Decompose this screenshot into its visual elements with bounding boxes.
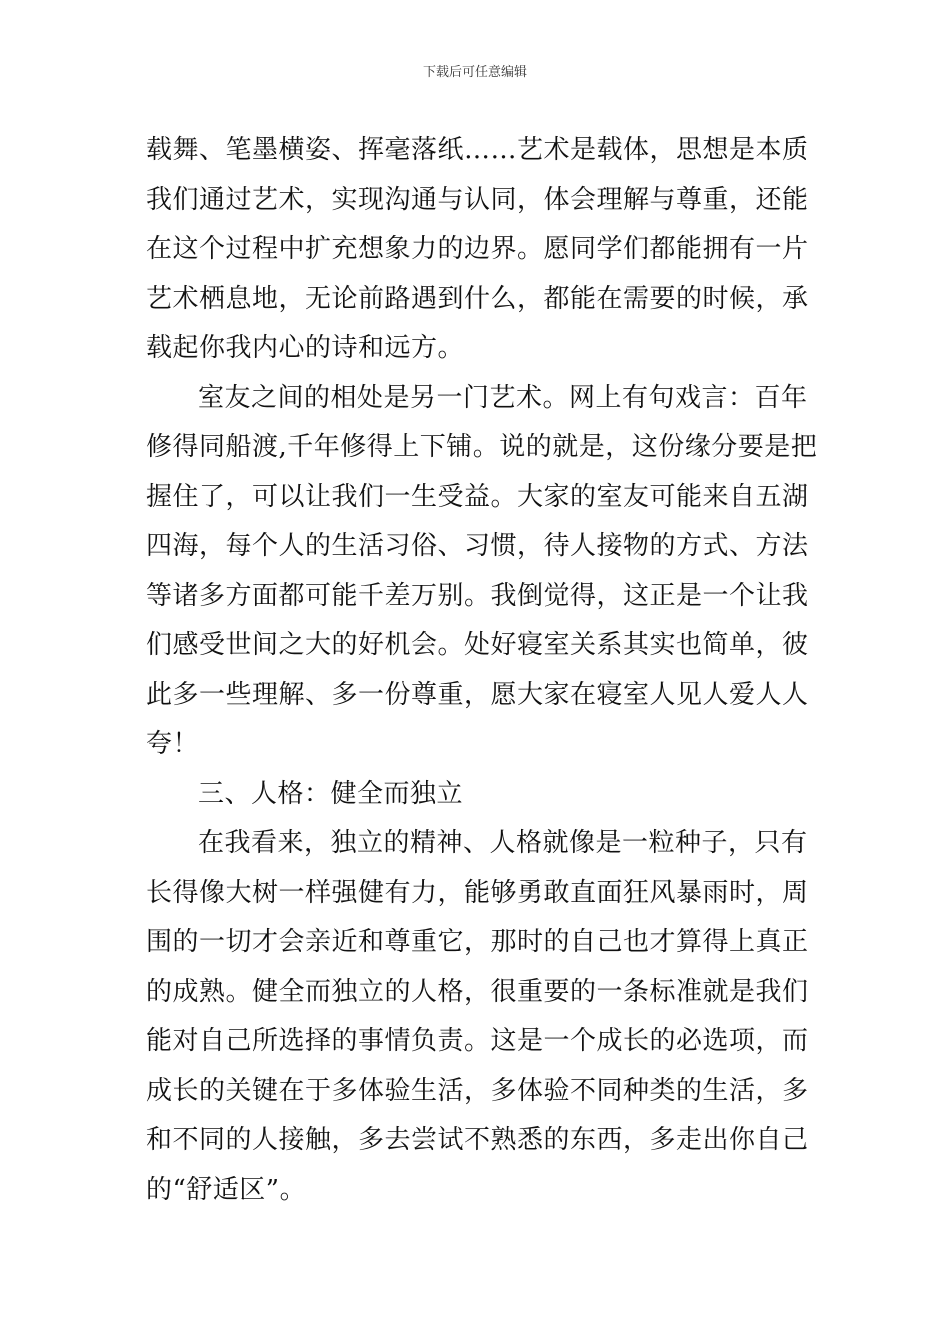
text-line: 艺术栖息地，无论前路遇到什么，都能在需要的时候，承	[146, 283, 809, 314]
text-line: 此多一些理解、多一份尊重，愿大家在寝室人见人爱人人	[146, 679, 809, 710]
text-line: 四海，每个人的生活习俗、习惯，待人接物的方式、方法	[146, 531, 809, 561]
paragraph	[146, 374, 818, 770]
text-line: 在这个过程中扩充想象力的边界。愿同学们都能拥有一片	[146, 234, 809, 264]
text-line: 和不同的人接触，多去尝试不熟悉的东西，多走出你自己	[146, 1125, 809, 1155]
text-line: 载起你我内心的诗和远方。	[146, 333, 465, 363]
text-line: 夸！	[146, 729, 200, 759]
text-line: 们感受世间之大的好机会。处好寝室关系其实也简单，彼	[146, 630, 809, 660]
text-line: 等诸多方面都可能千差万别。我倒觉得，这正是一个让我	[146, 580, 809, 611]
paragraph	[146, 770, 806, 820]
text-line: 在我看来，独立的精神、人格就像是一粒种子，只有	[198, 828, 808, 858]
text-line: 能对自己所选择的事情负责。这是一个成长的必选项，而	[146, 1026, 809, 1056]
page-header: 下载后可任意编辑	[422, 65, 527, 80]
paragraph	[146, 819, 809, 1215]
text-line: 修得同船渡,千年修得上下铺。说的就是，这份缘分要是把	[146, 432, 818, 462]
text-line: 载舞、笔墨横姿、挥毫落纸……艺术是载体，思想是本质	[146, 135, 809, 165]
document-body	[146, 126, 818, 1215]
text-line: 室友之间的相处是另一门艺术。网上有句戏言：百年	[198, 382, 808, 413]
text-line: 我们通过艺术，实现沟通与认同，体会理解与尊重，还能	[146, 184, 809, 215]
text-line: 长得像大树一样强健有力，能够勇敢直面狂风暴雨时，周	[146, 877, 809, 908]
text-line: 的成熟。健全而独立的人格，很重要的一条标准就是我们	[146, 976, 809, 1007]
text-line: 三、人格：健全而独立	[198, 778, 464, 809]
text-line: 围的一切才会亲近和尊重它，那时的自己也才算得上真正	[146, 927, 809, 957]
text-line: 握住了，可以让我们一生受益。大家的室友可能来自五湖	[146, 481, 809, 512]
text-line: 成长的关键在于多体验生活，多体验不同种类的生活，多	[146, 1075, 809, 1106]
text-line: 的“舒适区”。	[146, 1174, 307, 1205]
paragraph	[146, 126, 809, 374]
